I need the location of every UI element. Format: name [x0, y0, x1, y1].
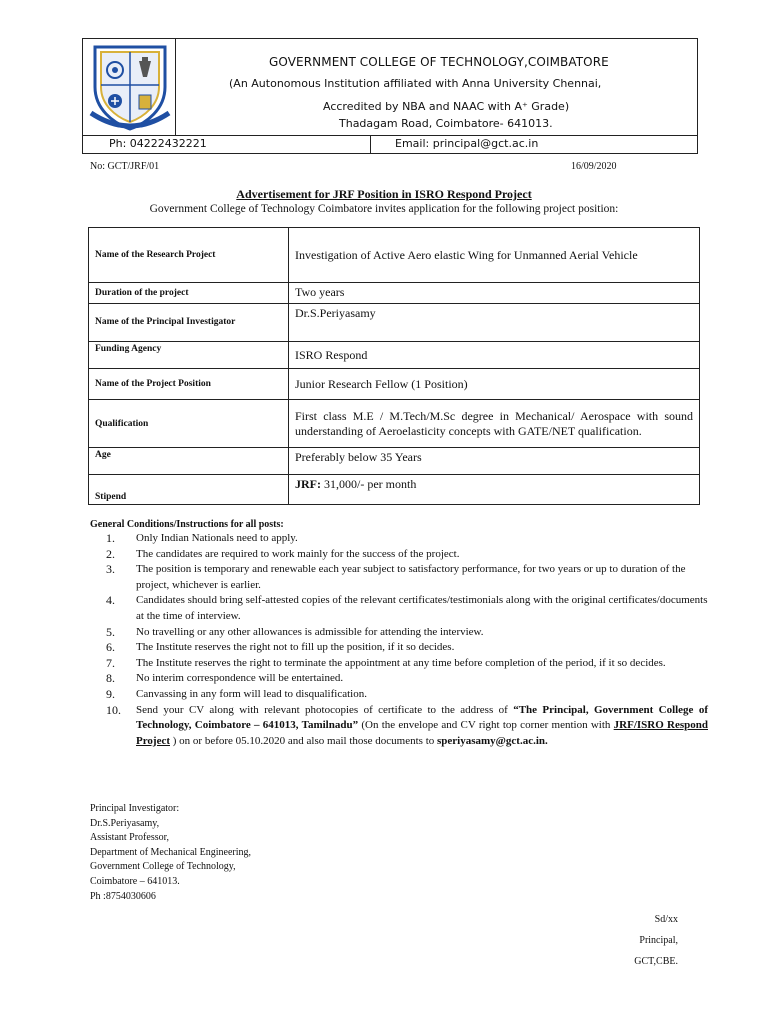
item-text: Candidates should bring self-attested copies of the relevant certificates/testimonials along with the original certificates/documents at the time of interview.	[136, 594, 708, 622]
signature-block	[634, 909, 678, 972]
signature-line: Sd/xx	[654, 914, 678, 925]
college-name: GOVERNMENT COLLEGE OF TECHNOLOGY,COIMBATORE	[269, 55, 609, 69]
list-item	[90, 671, 708, 687]
row-label: Duration of the project	[89, 283, 289, 304]
address-bold: “The Principal, Government College of Technology, Coimbatore – 641013, Tamilnadu”	[136, 703, 708, 732]
row-value: Dr.S.Periyasamy	[289, 304, 700, 342]
item-text: The Institute reserves the right to terminate the appointment at any time before completion of the period, if it so decides.	[136, 656, 666, 669]
item-text: The position is temporary and renewable each year subject to satisfactory performance, for two years or up to duration of the project, whichever is earlier.	[136, 563, 686, 591]
pi-line: Principal Investigator:	[90, 803, 180, 814]
item-number: 7.	[106, 655, 115, 670]
pi-line: Dr.S.Periyasamy,	[90, 817, 160, 829]
accreditation-line: Accredited by NBA and NAAC with A⁺ Grade)	[323, 100, 570, 113]
mention-underlined: JRF/ISRO Respond Project	[136, 719, 708, 747]
pi-line: Department of Mechanical Engineering,	[90, 846, 252, 858]
list-item	[90, 562, 708, 593]
row-label: Stipend	[89, 475, 289, 505]
list-item	[90, 593, 708, 624]
letterhead	[82, 38, 698, 154]
list-item	[90, 703, 708, 750]
row-value: Preferably below 35 Years	[289, 448, 700, 475]
list-item	[90, 640, 708, 656]
item-text: Send your CV along with relevant photocopies of certificate to the address of	[136, 703, 514, 716]
row-label: Name of the Principal Investigator	[89, 304, 289, 342]
reference-date: 16/09/2020	[571, 161, 617, 172]
item-text: The candidates are required to work mainly for the success of the project.	[136, 547, 460, 560]
item-text: (On the envelope and CV right top corner mention with	[358, 719, 614, 732]
contact-divider	[370, 136, 371, 153]
contact-row	[83, 135, 697, 153]
row-label: Age	[89, 448, 289, 475]
table-row	[89, 448, 700, 475]
row-label: Qualification	[89, 400, 289, 448]
row-label: Name of the Project Position	[89, 369, 289, 400]
item-text: No interim correspondence will be entertained.	[136, 672, 344, 685]
row-label: Name of the Research Project	[89, 228, 289, 283]
item-number: 10.	[106, 702, 121, 717]
list-item	[90, 625, 708, 641]
advertisement-intro: Government College of Technology Coimbatore invites application for the following project position:	[149, 203, 619, 215]
address-line: Thadagam Road, Coimbatore- 641013.	[339, 117, 553, 130]
item-number: 1.	[106, 531, 115, 545]
reference-number: No: GCT/JRF/01	[90, 161, 160, 172]
table-row	[89, 369, 700, 400]
pi-line: Coimbatore – 641013.	[90, 875, 180, 887]
signature-line: GCT,CBE.	[634, 956, 678, 967]
contact-email-bold: speriyasamy@gct.ac.in.	[437, 734, 548, 747]
principal-investigator-block	[90, 802, 251, 904]
affiliation-line: (An Autonomous Institution affiliated with Anna University Chennai,	[229, 77, 602, 90]
item-text: Only Indian Nationals need to apply.	[136, 532, 298, 544]
item-text: The Institute reserves the right not to fill up the position, if it so decides.	[136, 641, 455, 654]
signature-line: Principal,	[639, 935, 678, 946]
list-item	[90, 547, 708, 563]
row-value: Two years	[289, 283, 700, 304]
item-text: ) on or before 05.10.2020 and also mail those documents to	[170, 734, 438, 747]
pi-line: Government College of Technology,	[90, 861, 236, 873]
stipend-prefix: JRF:	[295, 477, 321, 491]
item-number: 4.	[106, 593, 115, 608]
row-value	[289, 475, 700, 505]
row-value: ISRO Respond	[289, 342, 700, 369]
item-text: Canvassing in any form will lead to disqualification.	[136, 687, 367, 700]
item-text: No travelling or any other allowances is admissible for attending the interview.	[136, 625, 484, 638]
table-row	[89, 342, 700, 369]
row-value: Junior Research Fellow (1 Position)	[289, 369, 700, 400]
list-item	[90, 656, 708, 672]
college-crest-logo	[89, 43, 171, 131]
phone-number: Ph: 04222432221	[109, 137, 207, 150]
item-number: 5.	[106, 624, 115, 639]
row-value: Investigation of Active Aero elastic Wing for Unmanned Aerial Vehicle	[289, 228, 700, 283]
item-number: 3.	[106, 562, 115, 577]
conditions-list	[90, 531, 708, 749]
row-label: Funding Agency	[89, 342, 289, 369]
item-number: 9.	[106, 686, 115, 701]
table-row	[89, 304, 700, 342]
item-number: 2.	[106, 546, 115, 561]
pi-line: Assistant Professor,	[90, 832, 170, 844]
table-row	[89, 400, 700, 448]
project-details-table	[88, 227, 700, 505]
item-number: 6.	[106, 640, 115, 655]
table-row	[89, 475, 700, 505]
logo-cell	[83, 39, 176, 135]
advertisement-title: Advertisement for JRF Position in ISRO Respond Project	[236, 187, 532, 201]
stipend-amount: 31,000/- per month	[321, 477, 417, 491]
conditions-heading: General Conditions/Instructions for all posts:	[90, 519, 284, 530]
list-item	[90, 687, 708, 703]
table-row	[89, 283, 700, 304]
pi-line: Ph :8754030606	[90, 890, 156, 902]
item-number: 8.	[106, 671, 115, 686]
email-address: Email: principal@gct.ac.in	[395, 137, 539, 150]
row-value: First class M.E / M.Tech/M.Sc degree in Mechanical/ Aerospace with sound understanding of Aeroelasticity concepts with GATE/NET qualification.	[289, 400, 700, 448]
list-item	[90, 531, 708, 547]
table-row	[89, 228, 700, 283]
